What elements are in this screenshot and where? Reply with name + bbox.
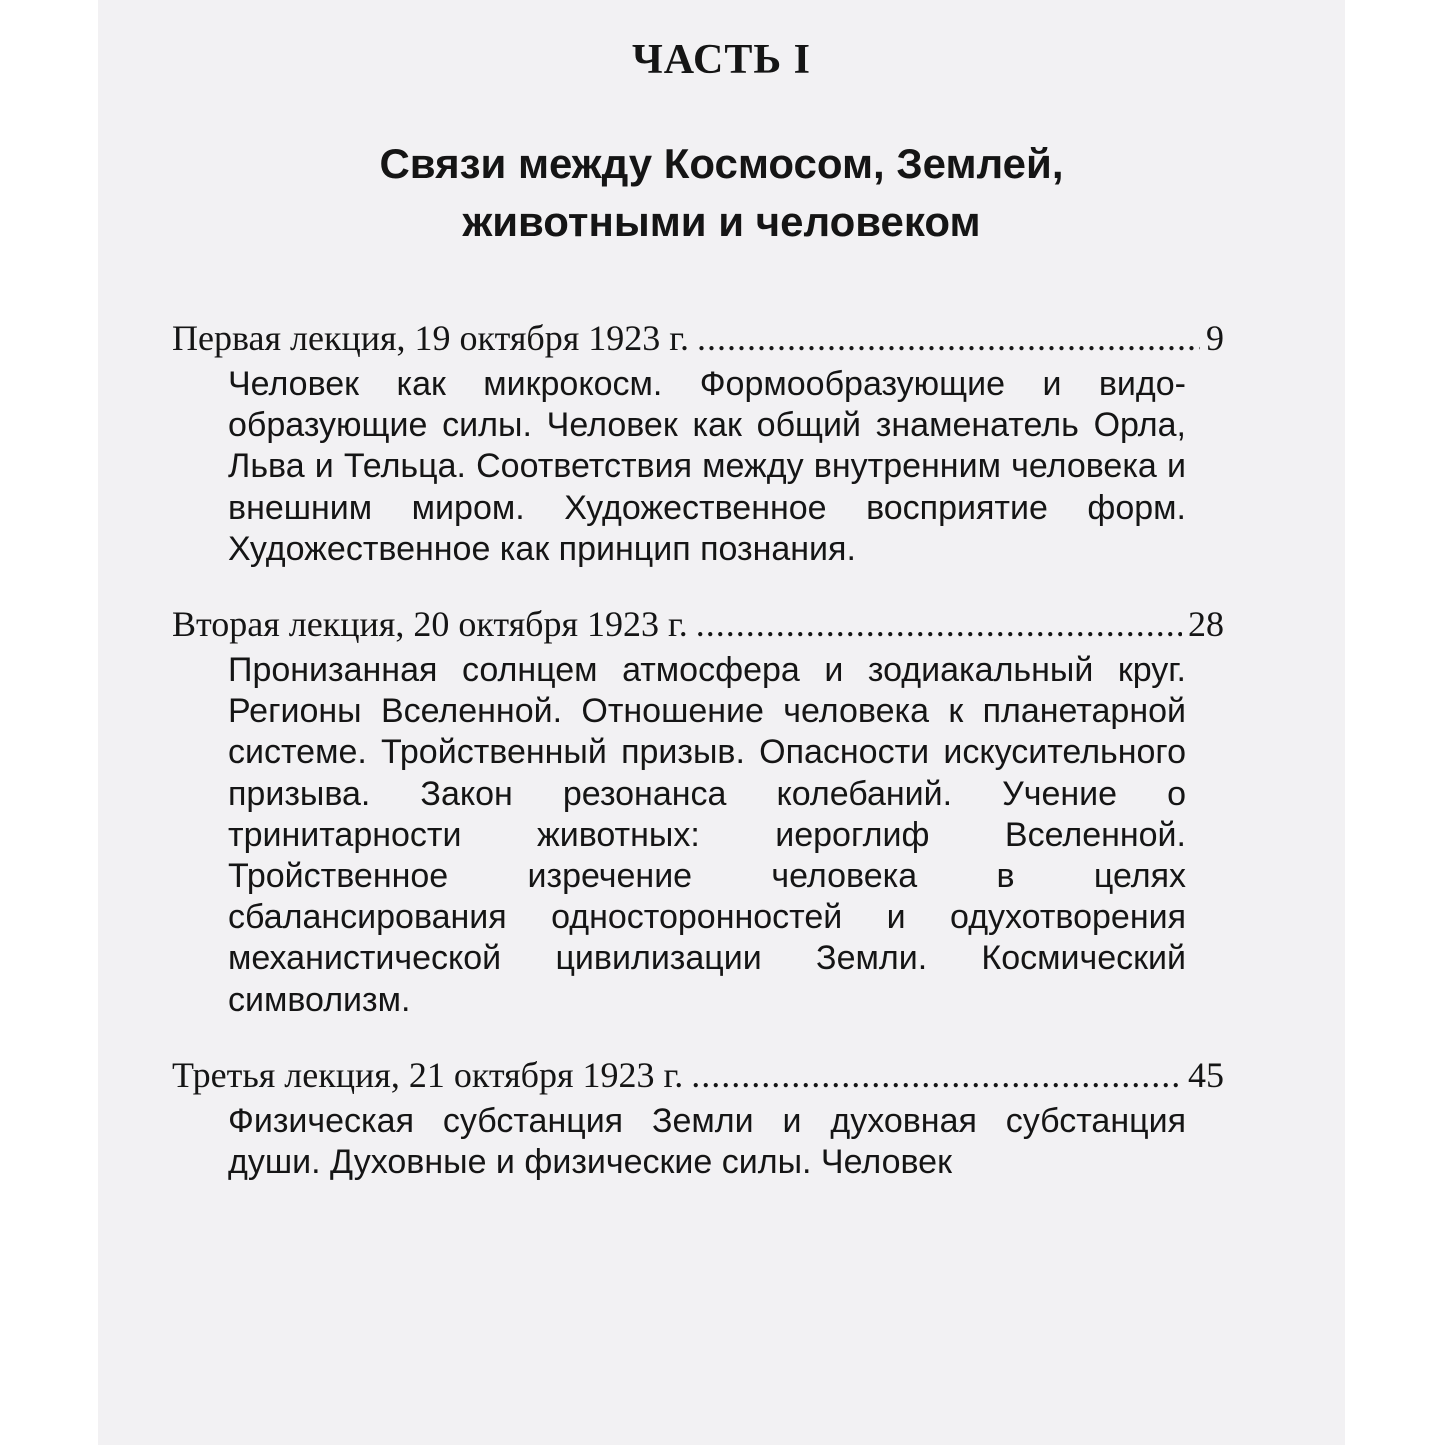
lecture-summary: Пронизанная солнцем атмосфера и зодиакальный круг. Регионы Вселенной. Отношение человека к планетарной системе. Тройственный призыв. Опасности искусительного призыва. Закон резонанса колебаний. Учение о тринитарности животных: иероглиф Вселенной. Тройственное изречение человека в целях сбалансирования односторонностей и одухотворения механистической цивилизации Земли. Космический символизм. bbox=[228, 651, 1186, 1019]
toc-entry-3 bbox=[172, 1049, 1224, 1183]
toc-entry-heading[interactable] bbox=[172, 312, 1224, 364]
book-page bbox=[98, 0, 1345, 1445]
section-title-line-2: животными и человеком bbox=[462, 198, 981, 245]
lecture-summary: Человек как микрокосм. Формообразующие и видообразующие силы. Человек как общий знаменатель Орла, Льва и Тельца. Соответствия между внутренним человека и внешним миром. Художественное восприятие форм. Художественное как принцип познания. bbox=[228, 365, 1186, 568]
lecture-title: Третья лекция, 21 октября 1923 г. bbox=[172, 1054, 684, 1095]
toc-entry-1 bbox=[172, 312, 1224, 570]
dot-leader bbox=[696, 598, 1182, 650]
dot-leader bbox=[697, 312, 1200, 364]
toc-entry-2 bbox=[172, 598, 1224, 1021]
page-number: 9 bbox=[1206, 318, 1224, 358]
lecture-summary: Физическая субстанция Земли и духовная субстанция души. Духовные и физические силы. Человек bbox=[228, 1101, 1186, 1182]
section-title-line-1: Связи между Космосом, Землей, bbox=[379, 140, 1064, 187]
toc-entry-heading[interactable] bbox=[172, 1049, 1224, 1101]
lecture-title: Вторая лекция, 20 октября 1923 г. bbox=[172, 604, 688, 645]
lecture-title: Первая лекция, 19 октября 1923 г. bbox=[172, 318, 689, 358]
section-title bbox=[98, 135, 1345, 251]
page-number: 28 bbox=[1188, 604, 1224, 645]
part-title: ЧАСТЬ I bbox=[631, 37, 812, 83]
dot-leader bbox=[691, 1049, 1182, 1101]
table-of-contents bbox=[172, 312, 1224, 1211]
toc-entry-heading[interactable] bbox=[172, 598, 1224, 650]
page-number: 45 bbox=[1188, 1054, 1224, 1095]
